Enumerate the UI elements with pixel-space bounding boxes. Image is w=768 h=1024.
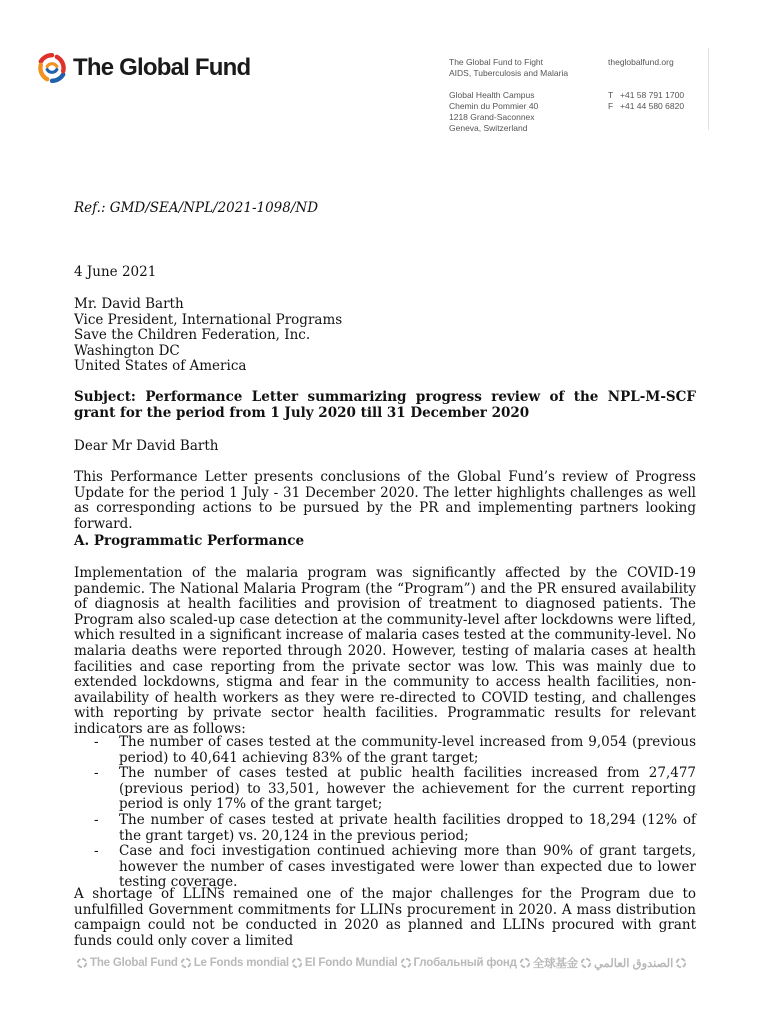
- footer-name-ru: Глобальный фонд: [413, 957, 517, 969]
- contact-block: [608, 90, 684, 112]
- list-item: [94, 813, 696, 844]
- website-block: [608, 57, 674, 68]
- fax-label: F: [608, 101, 614, 111]
- address-line: Chemin du Pommier 40: [449, 101, 539, 111]
- website-link[interactable]: theglobalfund.org: [608, 57, 674, 67]
- list-item: [94, 766, 696, 813]
- reference-number: Ref.: GMD/SEA/NPL/2021-1098/ND: [74, 200, 319, 216]
- address-line: Geneva, Switzerland: [449, 123, 528, 133]
- footer-swirl-icon: [519, 957, 531, 969]
- footer-swirl-icon: [291, 957, 303, 969]
- intro-paragraph: This Performance Letter presents conclusions of the Global Fund’s review of Progress Update for the period 1 July - 31 December 2020. The letter highlights challenges as well as corresponding actions to be pursued by the PR and implementing partners looking forward.: [74, 469, 696, 532]
- global-fund-logo: [36, 52, 250, 84]
- bullet-dash: -: [94, 765, 99, 782]
- phone-label: T: [608, 90, 614, 100]
- letter-subject: Subject: Performance Letter summarizing progress review of the NPL-M-SCF grant for the period from 1 July 2020 till 31 December 2020: [74, 389, 696, 421]
- org-line-1: The Global Fund to Fight: [449, 57, 544, 67]
- recipient-line: Washington DC: [74, 342, 180, 359]
- footer-swirl-icon: [180, 957, 192, 969]
- fax-number: +41 44 580 6820: [620, 101, 685, 111]
- recipient-line: Save the Children Federation, Inc.: [74, 327, 311, 343]
- bullet-dash: -: [94, 843, 99, 860]
- footer-name-zh: 全球基金: [532, 958, 578, 970]
- recipient-address: [74, 297, 342, 375]
- letter-date: 4 June 2021: [74, 264, 157, 280]
- multilingual-footer: [74, 955, 689, 971]
- section-a-heading: A. Programmatic Performance: [74, 533, 305, 549]
- bullet-dash: -: [94, 734, 99, 750]
- footer-name-es: El Fondo Mundial: [304, 957, 398, 969]
- phone-line: [608, 90, 684, 101]
- indicator-bullet-list: [94, 735, 696, 891]
- list-item: [94, 844, 696, 891]
- footer-swirl-icon: [76, 957, 88, 969]
- recipient-line: Mr. David Barth: [74, 296, 184, 312]
- footer-swirl-icon: [580, 957, 592, 969]
- org-line-2: AIDS, Tuberculosis and Malaria: [449, 68, 569, 78]
- org-name-block: [449, 57, 568, 79]
- footer-swirl-icon: [675, 957, 687, 969]
- bullet-dash: -: [94, 811, 99, 828]
- org-address-block: [449, 90, 538, 134]
- list-item-text: The number of cases tested at the community-level increased from 9,054 (previous period) to 40,641 achieving 83% of the grant target;: [119, 734, 696, 766]
- recipient-line: United States of America: [74, 358, 247, 374]
- address-line: Global Health Campus: [449, 90, 535, 100]
- address-line: 1218 Grand-Saconnex: [449, 112, 535, 122]
- phone-number: +41 58 791 1700: [620, 90, 685, 100]
- footer-name-fr: Le Fonds mondial: [193, 957, 289, 969]
- global-fund-swirl-icon: [36, 52, 68, 84]
- list-item-text: The number of cases tested at public health facilities increased from 27,477 (previous period) to 33,501, however the achievement for the current reporting period is only 17% of the grant target;: [119, 765, 696, 813]
- fax-line: [608, 101, 684, 112]
- footer-swirl-icon: [400, 957, 412, 969]
- footer-name-en: The Global Fund: [90, 957, 178, 969]
- list-item-text: Case and foci investigation continued achieving more than 90% of grant targets, however the number of cases investigated were lower than expected due to lower testing coverage.: [119, 843, 696, 891]
- llin-paragraph: A shortage of LLINs remained one of the major challenges for the Program due to unfulfilled Government commitments for LLINs procurement in 2020. A mass distribution campaign could not be conducted in 2020 as planned and LLINs procured with grant funds could only cover a limited: [74, 886, 696, 949]
- section-a-paragraph: Implementation of the malaria program was significantly affected by the COVID-19 pandemic. The National Malaria Program (the “Program”) and the PR ensured availability of diagnosis at health facilities and provision of treatment to diagnosed patients. The Program also scaled-up case detection at the community-level after lockdowns were lifted, which resulted in a significant increase of malaria cases tested at the community-level. No malaria deaths were reported through 2020. However, testing of malaria cases at health facilities and case reporting from the private sector was low. This was mainly due to extended lockdowns, stigma and fear in the community to access health facilities, non-availability of health workers as they were re-directed to COVID testing, and challenges with reporting by private sector health facilities. Programmatic results for relevant indicators are as follows:: [74, 565, 696, 737]
- salutation: Dear Mr David Barth: [74, 438, 219, 454]
- header-divider: [708, 48, 709, 130]
- logo-text: The Global Fund: [73, 54, 251, 81]
- recipient-line: Vice President, International Programs: [74, 311, 343, 328]
- list-item-text: The number of cases tested at private health facilities dropped to 18,294 (12% of the grant target) vs. 20,124 in the previous period;: [119, 811, 696, 844]
- list-item: [94, 735, 696, 766]
- footer-name-ar: الصندوق العالمي: [593, 958, 674, 970]
